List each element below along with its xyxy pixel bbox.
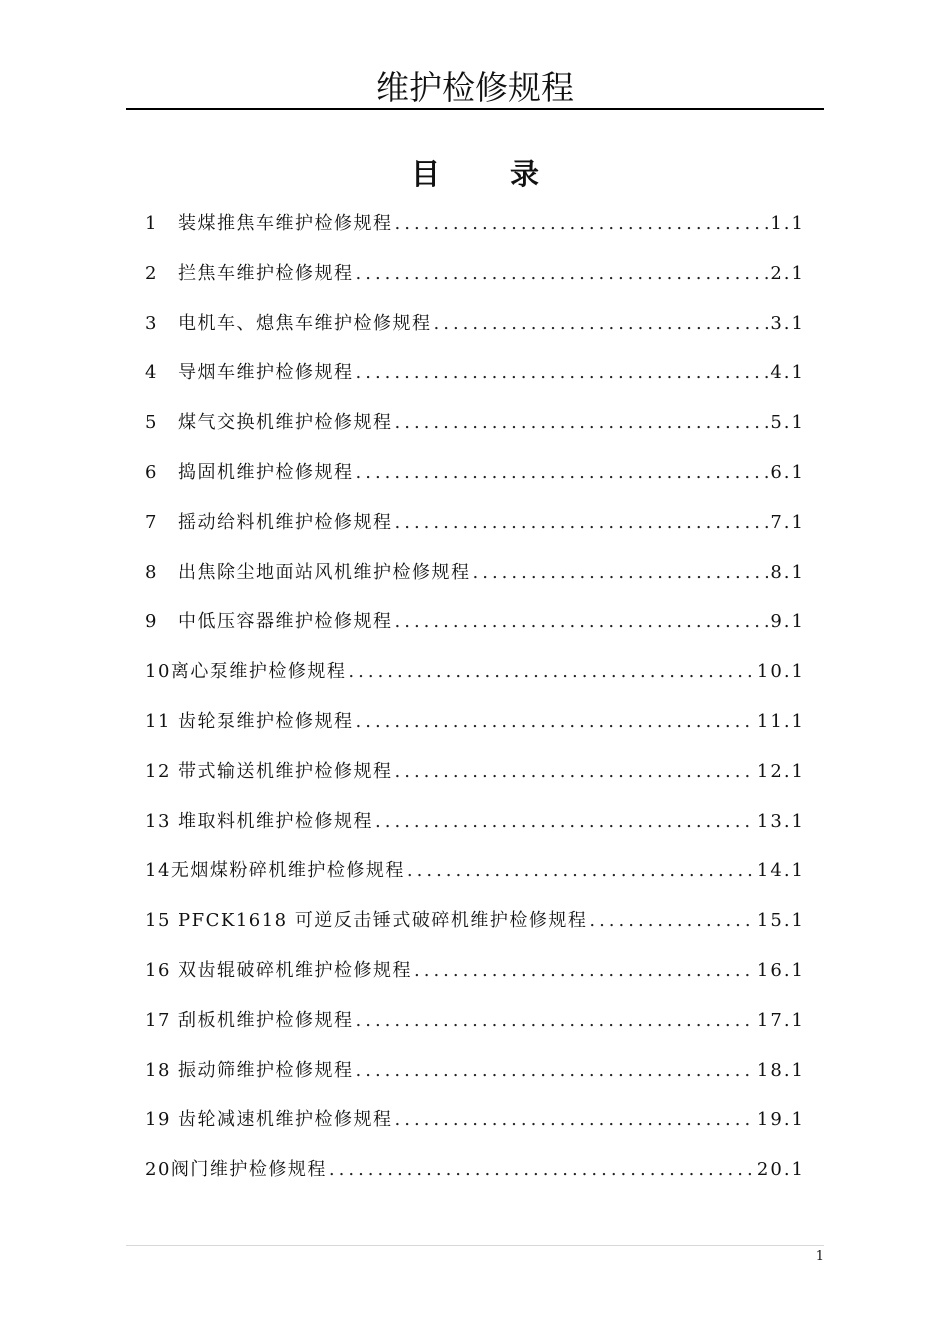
toc-entry-title: 阀门维护检修规程 (170, 1159, 327, 1181)
toc-entry-14[interactable] (145, 853, 805, 903)
toc-entry-title: 堆取料机维护检修规程 (178, 810, 373, 832)
toc-dot-leader (356, 455, 769, 491)
toc-entry-number: 20 (145, 1159, 171, 1181)
toc-entry-title: 出焦除尘地面站风机维护检修规程 (178, 561, 471, 583)
toc-dot-leader (329, 1152, 755, 1188)
toc-entry-title: 双齿辊破碎机维护检修规程 (178, 959, 412, 981)
toc-entry-number: 12 (145, 760, 171, 782)
toc-entry-number: 17 (145, 1009, 171, 1031)
toc-entry-7[interactable] (145, 505, 805, 555)
toc-entry-number: 1 (145, 213, 158, 234)
toc-dot-leader (356, 1003, 755, 1039)
toc-entry-title: 振动筛维护检修规程 (178, 1059, 354, 1081)
toc-dot-leader (395, 206, 769, 242)
toc-entry-number: 11 (145, 710, 171, 732)
toc-dot-leader (395, 405, 769, 441)
toc-entry-page: 7.1 (770, 511, 805, 533)
toc-dot-leader (589, 903, 755, 939)
toc-entry-page: 9.1 (770, 611, 805, 633)
toc-entry-page: 2.1 (770, 262, 805, 284)
toc-entry-page: 17.1 (756, 1009, 805, 1031)
toc-list (145, 206, 805, 1202)
toc-entry-title: 无烟煤粉碎机维护检修规程 (170, 860, 405, 882)
toc-entry-page: 6.1 (770, 461, 805, 483)
toc-entry-page: 8.1 (770, 561, 805, 583)
toc-entry-18[interactable] (145, 1053, 805, 1103)
toc-entry-title: 拦焦车维护检修规程 (178, 262, 354, 284)
toc-entry-number: 5 (145, 412, 158, 434)
toc-entry-title: 导烟车维护检修规程 (178, 362, 354, 384)
toc-entry-number: 13 (145, 810, 171, 832)
toc-entry-title: 齿轮减速机维护检修规程 (178, 1109, 393, 1131)
toc-entry-number: 7 (145, 511, 158, 533)
toc-entry-12[interactable] (145, 754, 805, 804)
toc-entry-11[interactable] (145, 704, 805, 754)
toc-dot-leader (395, 754, 755, 790)
page-header-title: 维护检修规程 (376, 68, 574, 107)
toc-entry-number: 19 (145, 1109, 171, 1131)
toc-entry-page: 20.1 (756, 1159, 805, 1181)
toc-entry-page: 3.1 (770, 312, 805, 334)
toc-dot-leader (395, 1102, 755, 1138)
toc-entry-number: 2 (145, 262, 158, 284)
toc-entry-page: 4.1 (770, 362, 805, 384)
toc-entry-title: 刮板机维护检修规程 (178, 1009, 354, 1031)
toc-entry-title: 捣固机维护检修规程 (178, 461, 354, 483)
toc-entry-8[interactable] (145, 555, 805, 605)
toc-entry-page: 19.1 (756, 1109, 805, 1131)
toc-entry-page: 13.1 (756, 810, 805, 832)
toc-dot-leader (356, 704, 755, 740)
toc-entry-3[interactable] (145, 306, 805, 356)
toc-dot-leader (473, 555, 769, 591)
toc-entry-1[interactable] (145, 206, 805, 256)
header-divider (126, 108, 824, 110)
toc-entry-number: 18 (145, 1059, 171, 1081)
toc-dot-leader (348, 654, 755, 690)
toc-dot-leader (395, 604, 769, 640)
toc-entry-page: 10.1 (756, 661, 805, 683)
toc-entry-number: 14 (145, 860, 171, 882)
toc-dot-leader (356, 256, 769, 292)
toc-entry-title: 摇动给料机维护检修规程 (178, 511, 393, 533)
toc-entry-number: 6 (145, 461, 158, 483)
toc-entry-number: 15 (145, 910, 171, 932)
toc-entry-17[interactable] (145, 1003, 805, 1053)
toc-entry-13[interactable] (145, 804, 805, 854)
toc-heading: 目录 (410, 157, 609, 191)
toc-entry-16[interactable] (145, 953, 805, 1003)
toc-dot-leader (414, 953, 755, 989)
toc-entry-15[interactable] (145, 903, 805, 953)
toc-entry-page: 1.1 (770, 213, 805, 234)
toc-entry-page: 18.1 (756, 1059, 805, 1081)
toc-entry-4[interactable] (145, 355, 805, 405)
toc-entry-number: 10 (145, 661, 171, 683)
toc-dot-leader (407, 853, 755, 889)
toc-entry-title: 电机车、熄焦车维护检修规程 (178, 312, 432, 334)
toc-entry-number: 9 (145, 611, 158, 633)
toc-entry-page: 11.1 (756, 710, 805, 732)
toc-entry-number: 8 (145, 561, 158, 583)
toc-dot-leader (356, 1053, 755, 1089)
toc-dot-leader (375, 804, 755, 840)
toc-entry-title: 煤气交换机维护检修规程 (178, 412, 393, 434)
toc-entry-6[interactable] (145, 455, 805, 505)
toc-entry-title: PFCK1618 可逆反击锤式破碎机维护检修规程 (178, 910, 588, 932)
page-number: 1 (815, 1249, 824, 1264)
toc-dot-leader (395, 505, 769, 541)
toc-dot-leader (356, 355, 769, 391)
toc-entry-10[interactable] (145, 654, 805, 704)
toc-entry-9[interactable] (145, 604, 805, 654)
toc-entry-number: 4 (145, 362, 158, 384)
toc-entry-title: 齿轮泵维护检修规程 (178, 710, 354, 732)
toc-entry-title: 离心泵维护检修规程 (170, 661, 347, 683)
toc-entry-page: 14.1 (756, 860, 805, 882)
toc-entry-page: 15.1 (756, 910, 805, 932)
toc-entry-title: 装煤推焦车维护检修规程 (178, 213, 393, 234)
footer-divider (126, 1245, 824, 1246)
toc-dot-leader (434, 306, 769, 342)
toc-entry-page: 12.1 (756, 760, 805, 782)
toc-entry-20[interactable] (145, 1152, 805, 1202)
toc-entry-19[interactable] (145, 1102, 805, 1152)
toc-entry-number: 3 (145, 312, 158, 334)
toc-entry-page: 5.1 (770, 412, 805, 434)
toc-entry-5[interactable] (145, 405, 805, 455)
toc-entry-title: 中低压容器维护检修规程 (178, 611, 393, 633)
toc-entry-page: 16.1 (756, 959, 805, 981)
toc-entry-title: 带式输送机维护检修规程 (178, 760, 393, 782)
toc-entry-2[interactable] (145, 256, 805, 306)
toc-entry-number: 16 (145, 959, 171, 981)
